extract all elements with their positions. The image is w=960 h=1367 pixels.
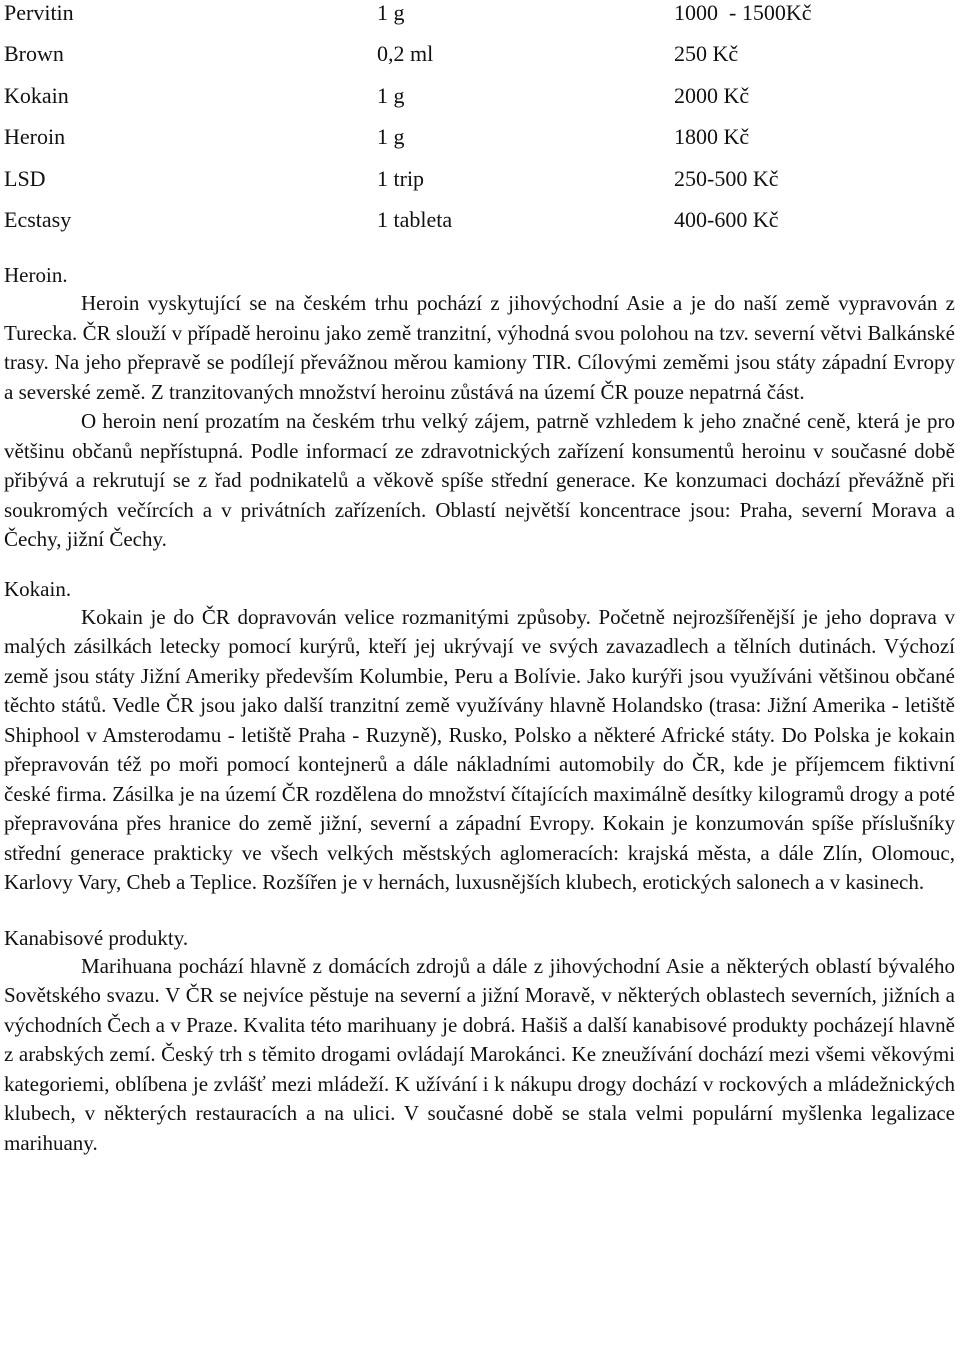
drug-price: 2000 Kč [674,82,750,108]
table-row [4,158,811,200]
drug-amount: 1 g [377,0,405,25]
drug-name: Brown [4,41,64,67]
drug-price-table [4,0,811,241]
drug-price: 250-500 Kč [674,165,779,191]
table-row [4,0,811,34]
drug-amount: 1 g [377,124,405,150]
drug-amount: 0,2 ml [377,41,434,67]
drug-price: 1800 Kč [674,124,750,150]
drug-name: LSD [4,165,46,191]
paragraph-heroin-origin: Heroin vyskytující se na českém trhu pochází z jihovýchodní Asie a je do naší země vypravován z Turecka. ČR slouží v případě heroinu jako země tranzitní, výhodná svou polohou na tzv. severní větvi Balkánské trasy. Na jeho přepravě se podílejí převážnou měrou kamiony TIR. Cílovými zeměmi jsou státy západní Evropy a severské země. Z tranzitovaných množství heroinu zůstává na území ČR pouze nepatrná část. [4,291,955,404]
drug-name: Kokain [4,82,69,108]
drug-amount: 1 g [377,82,405,108]
table-row [4,117,811,159]
table-row [4,34,811,76]
table-row [4,75,811,117]
paragraph-heroin-market: O heroin není prozatím na českém trhu velký zájem, patrně vzhledem k jeho značné ceně, která je pro většinu občanů nepřístupná. Podle informací ze zdravotnických zařízení konsumentů heroinu v současné době přibývá a rekrutují se z řad podnikatelů a věkově spíše střední generace. Ke konzumaci dochází převážně při soukromých večírcích a v privátních zařízeních. Oblastí největší koncentrace jsou: Praha, severní Morava a Čechy, jižní Čechy. [4,409,955,551]
paragraph-kokain: Kokain je do ČR dopravován velice rozmanitými způsoby. Početně nejrozšířenější je jeho doprava v malých zásilkách letecky pomocí kurýrů, kteří jej ukrývají ve svých zavazadlech a tělních dutinách. Výchozí země jsou státy Jižní Ameriky především Kolumbie, Peru a Bolívie. Jako kurýři jsou využíváni většinou občané těchto států. Vedle ČR jsou jako další tranzitní země využívány hlavně Holandsko (trasa: Jižní Amerika - letiště Shiphool v Amsterodamu - letiště Praha - Ruzyně), Rusko, Polsko a některé Africké státy. Do Polska je kokain přepravován též po moři pomocí kontejnerů a dále nákladními automobily do ČR, kde je příjemcem fiktivní české firma. Zásilka je na území ČR rozdělena do množství čítajících maximálně desítky kilogramů drogy a poté přepravována přes hranice do země jižní, severní a západní Evropy. Kokain je konzumován spíše příslušníky střední generace prakticky ve všech velkých městských aglomeracích: krajská města, a dále Zlín, Olomouc, Karlovy Vary, Cheb a Teplice. Rozšířen je v hernách, luxusnějších klubech, erotických salonech a v kasinech. [4,604,955,894]
drug-name: Heroin [4,124,66,150]
drug-price: 250 Kč [674,41,739,67]
section-heading-kokain: Kokain. [4,576,72,601]
drug-name: Ecstasy [4,207,72,233]
drug-price: 400-600 Kč [674,207,779,233]
document-page [4,0,955,1158]
paragraph-kanabis: Marihuana pochází hlavně z domácích zdrojů a dále z jihovýchodní Asie a některých oblastí bývalého Sovětského svazu. V ČR se nejvíce pěstuje na severní a jižní Moravě, v některých oblastech severních, jižních a východních Čech a v Praze. Kvalita této marihuany je dobrá. Hašiš a další kanabisové produkty pocházejí hlavně z arabských zemí. Český trh s těmito drogami ovládají Marokánci. Ke zneužívání dochází mezi všemi věkovými kategoriemi, oblíbena je zvlášť mezi mládeží. K užívání i k nákupu drogy dochází v rockových a mládežnických klubech, v některých restauracích a na ulici. V současné době se stala velmi populární myšlenka legalizace marihuany. [4,953,955,1155]
drug-amount: 1 tableta [377,207,453,233]
section-heading-kanabis: Kanabisové produkty. [4,925,189,950]
drug-amount: 1 trip [377,165,425,191]
drug-name: Pervitin [4,0,74,25]
drug-price: 1000 - 1500Kč [674,0,812,25]
table-row [4,200,811,242]
section-heading-heroin: Heroin. [4,263,68,287]
